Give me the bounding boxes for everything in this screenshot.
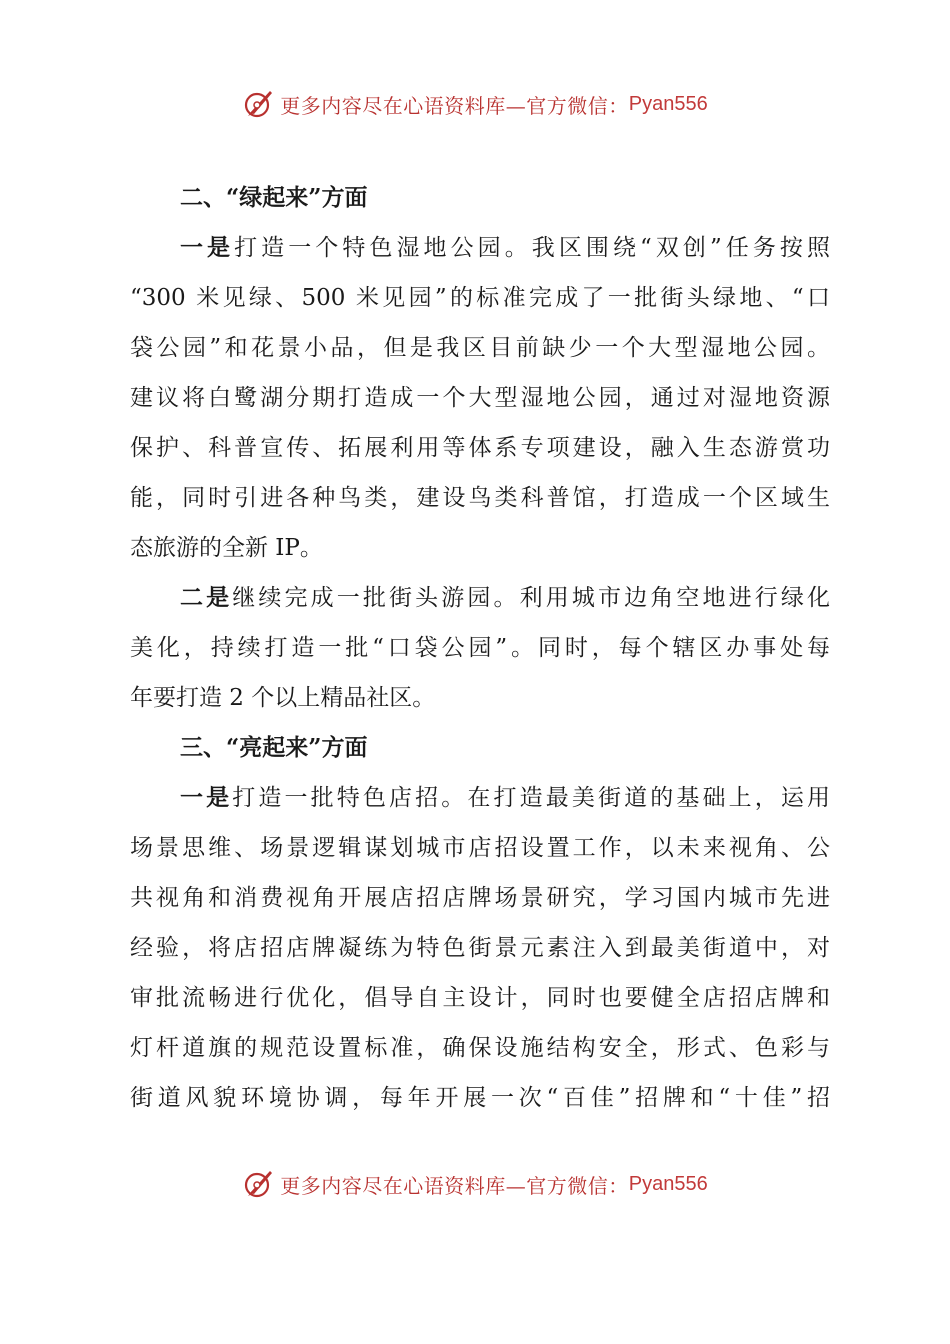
section-heading: 二、“绿起来”方面 [180, 184, 368, 211]
banner-wechat-id: Pyan556 [628, 1172, 708, 1195]
paragraph-lead: 一是 [180, 784, 233, 811]
paragraph-line: 街道风貌环境协调，每年开展一次“百佳”招牌和“十佳”招 [130, 1085, 830, 1111]
paragraph-line: 保护、科普宣传、拓展利用等体系专项建设，融入生态游赏功 [130, 435, 830, 461]
header-banner [0, 82, 950, 126]
paragraph-line: 袋公园”和花景小品，但是我区目前缺少一个大型湿地公园。 [130, 335, 830, 361]
quill-pen-logo-icon [242, 87, 276, 121]
paragraph-lead: 二是 [180, 584, 233, 611]
paragraph-line: 灯杆道旗的规范设置标准，确保设施结构安全，形式、色彩与 [130, 1035, 830, 1061]
paragraph-line: 一是打造一个特色湿地公园。我区围绕“双创”任务按照 [180, 234, 830, 261]
footer-banner [0, 1162, 950, 1206]
document-body [130, 173, 830, 1123]
banner-wechat-id: Pyan556 [628, 92, 708, 115]
paragraph-line: 态旅游的全新 IP。 [130, 535, 323, 561]
paragraph-line: 能，同时引进各种鸟类，建设鸟类科普馆，打造成一个区域生 [130, 485, 830, 511]
paragraph-line: 建议将白鹭湖分期打造成一个大型湿地公园，通过对湿地资源 [130, 385, 830, 411]
banner-text: 更多内容尽在心语资料库—官方微信： [280, 1173, 629, 1198]
paragraph-line: 二是继续完成一批街头游园。利用城市边角空地进行绿化 [180, 584, 830, 611]
paragraph-line: 场景思维、场景逻辑谋划城市店招设置工作，以未来视角、公 [130, 835, 830, 861]
paragraph-line: 审批流畅进行优化，倡导自主设计，同时也要健全店招店牌和 [130, 985, 830, 1011]
paragraph-line: 一是打造一批特色店招。在打造最美街道的基础上，运用 [180, 784, 830, 811]
paragraph-lead: 一是 [180, 234, 235, 261]
paragraph-line: 年要打造 2 个以上精品社区。 [130, 685, 436, 711]
paragraph-line: “300 米见绿、500 米见园”的标准完成了一批街头绿地、“口 [130, 285, 830, 311]
banner-text: 更多内容尽在心语资料库—官方微信： [280, 93, 629, 118]
quill-pen-logo-icon [242, 1167, 276, 1201]
section-heading: 三、“亮起来”方面 [180, 734, 368, 761]
paragraph-line: 共视角和消费视角开展店招店牌场景研究，学习国内城市先进 [130, 885, 830, 911]
paragraph-line: 美化，持续打造一批“口袋公园”。同时，每个辖区办事处每 [130, 635, 830, 661]
paragraph-line: 经验，将店招店牌凝练为特色街景元素注入到最美街道中，对 [130, 935, 830, 961]
